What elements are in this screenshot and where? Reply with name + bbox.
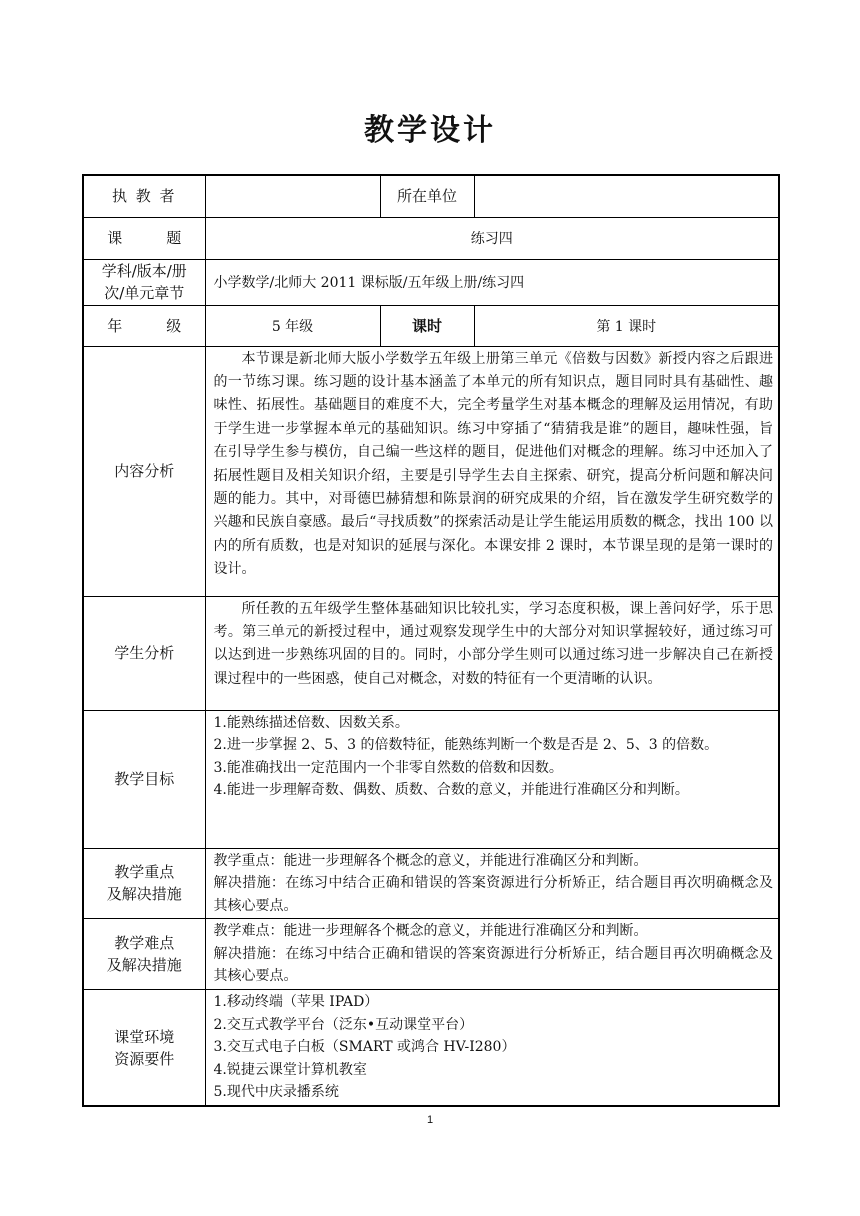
row-subject xyxy=(83,259,779,305)
value-topic: 练习四 xyxy=(205,217,779,259)
document-title: 教学设计 xyxy=(364,113,496,148)
label-difficulties xyxy=(83,919,205,990)
row-student-analysis xyxy=(83,596,779,710)
lesson-design-table xyxy=(82,174,780,1107)
label-key-points-line-2: 及解决措施 xyxy=(106,885,182,904)
label-resources xyxy=(83,990,205,1106)
objective-item: 2.进一步掌握 2、5、3 的倍数特征，能熟练判断一个数是否是 2、5、3 的倍数。 xyxy=(213,737,719,754)
label-difficulties-line-2: 及解决措施 xyxy=(106,956,182,975)
row-key-points xyxy=(83,848,779,919)
label-objectives: 教学目标 xyxy=(83,710,205,848)
value-unit xyxy=(474,175,779,217)
label-resources-line-2: 资源要件 xyxy=(114,1049,175,1068)
label-topic-char-2: 题 xyxy=(166,229,182,247)
resource-item: 4.锐捷云课堂计算机教室 xyxy=(213,1061,367,1078)
label-period: 课时 xyxy=(380,305,474,346)
key-points-cell xyxy=(205,848,779,919)
row-grade xyxy=(83,305,779,346)
difficulties-item: 解决措施：在练习中结合正确和错误的答案资源进行分析矫正，结合题目再次明确概念及其核心要点。 xyxy=(213,945,773,985)
row-teacher xyxy=(83,175,779,217)
label-difficulties-line-1: 教学难点 xyxy=(114,934,175,953)
label-resources-line-1: 课堂环境 xyxy=(114,1027,175,1046)
student-analysis-text: 所任教的五年级学生整体基础知识比较扎实，学习态度积极，课上善问好学，乐于思考。第三单元的新授过程中，通过观察发现学生中的大部分对知识掌握较好，通过练习可以达到进一步熟练巩固的目的。同时，小部分学生则可以通过练习进一步解决自己在新授课过程中的一些困惑，使自己对概念，对数的特征有一个更清晰的认识。 xyxy=(213,600,773,687)
label-grade xyxy=(83,305,205,346)
label-student-analysis: 学生分析 xyxy=(83,596,205,710)
value-subject: 小学数学/北师大 2011 课标版/五年级上册/练习四 xyxy=(205,259,779,305)
label-subject-line-1: 学科/版本/册 xyxy=(101,262,187,280)
label-topic-char-1: 课 xyxy=(107,229,123,247)
label-subject xyxy=(83,259,205,305)
resource-item: 3.交互式电子白板（SMART 或鸿合 HV-I280） xyxy=(213,1039,516,1056)
content-analysis-text: 本节课是新北师大版小学数学五年级上册第三单元《倍数与因数》新授内容之后跟进的一节练习课。练习题的设计基本涵盖了本单元的所有知识点，题目同时具有基础性、趣味性、拓展性。基础题目的难度不大，完全考量学生对基本概念的理解及运用情况，有助于学生进一步掌握本单元的基础知识。练习中穿插了“猜猜我是谁”的题目，趣味性强，旨在引导学生参与模仿，自己编一些这样的题目，促进他们对概念的理解。练习中还加入了拓展性题目及相关知识介绍，主要是引导学生去自主探索、研究，提高分析问题和解决问题的能力。其中，对哥德巴赫猜想和陈景润的研究成果的介绍，旨在激发学生研究数学的兴趣和民族自豪感。最后“寻找质数”的探索活动是让学生能运用质数的概念，找出 100 以内的所有质数，也是对知识的延展与深化。本课安排 2 课时，本节课呈现的是第一课时的设计。 xyxy=(213,350,773,578)
key-points-item: 解决措施：在练习中结合正确和错误的答案资源进行分析矫正，结合题目再次明确概念及其核心要点。 xyxy=(213,875,773,914)
label-key-points-line-1: 教学重点 xyxy=(114,863,175,882)
row-content-analysis xyxy=(83,346,779,596)
resource-item: 1.移动终端（苹果 IPAD） xyxy=(213,994,379,1011)
row-topic xyxy=(83,217,779,259)
label-content-analysis: 内容分析 xyxy=(83,346,205,596)
key-points-item: 教学重点：能进一步理解各个概念的意义，并能进行准确区分和判断。 xyxy=(213,852,648,869)
resources-cell xyxy=(205,990,779,1106)
page-number: 1 xyxy=(426,1114,434,1126)
student-analysis-cell xyxy=(205,596,779,710)
objective-item: 3.能准确找出一定范围内一个非零自然数的倍数和因数。 xyxy=(213,759,563,776)
label-grade-char-2: 级 xyxy=(166,316,182,335)
value-period: 第 1 课时 xyxy=(474,305,779,346)
content-analysis-cell xyxy=(205,346,779,596)
resource-item: 2.交互式教学平台（泛东•互动课堂平台） xyxy=(213,1016,474,1033)
value-teacher xyxy=(205,175,380,217)
label-subject-line-2: 次/单元章节 xyxy=(104,284,185,302)
label-grade-char-1: 年 xyxy=(107,316,123,335)
objective-item: 1.能熟练描述倍数、因数关系。 xyxy=(213,714,409,731)
label-unit: 所在单位 xyxy=(380,175,474,217)
row-objectives xyxy=(83,710,779,848)
label-key-points xyxy=(83,848,205,919)
label-teacher xyxy=(83,175,205,217)
label-topic xyxy=(83,217,205,259)
resource-item: 5.现代中庆录播系统 xyxy=(213,1084,339,1101)
objective-item: 4.能进一步理解奇数、偶数、质数、合数的意义，并能进行准确区分和判断。 xyxy=(213,782,689,799)
difficulties-item: 教学难点：能进一步理解各个概念的意义，并能进行准确区分和判断。 xyxy=(213,923,648,940)
label-teacher-text: 执 教 者 xyxy=(111,187,177,206)
value-grade: 5 年级 xyxy=(205,305,380,346)
objectives-cell xyxy=(205,710,779,848)
row-difficulties xyxy=(83,919,779,990)
difficulties-cell xyxy=(205,919,779,990)
row-resources xyxy=(83,990,779,1106)
